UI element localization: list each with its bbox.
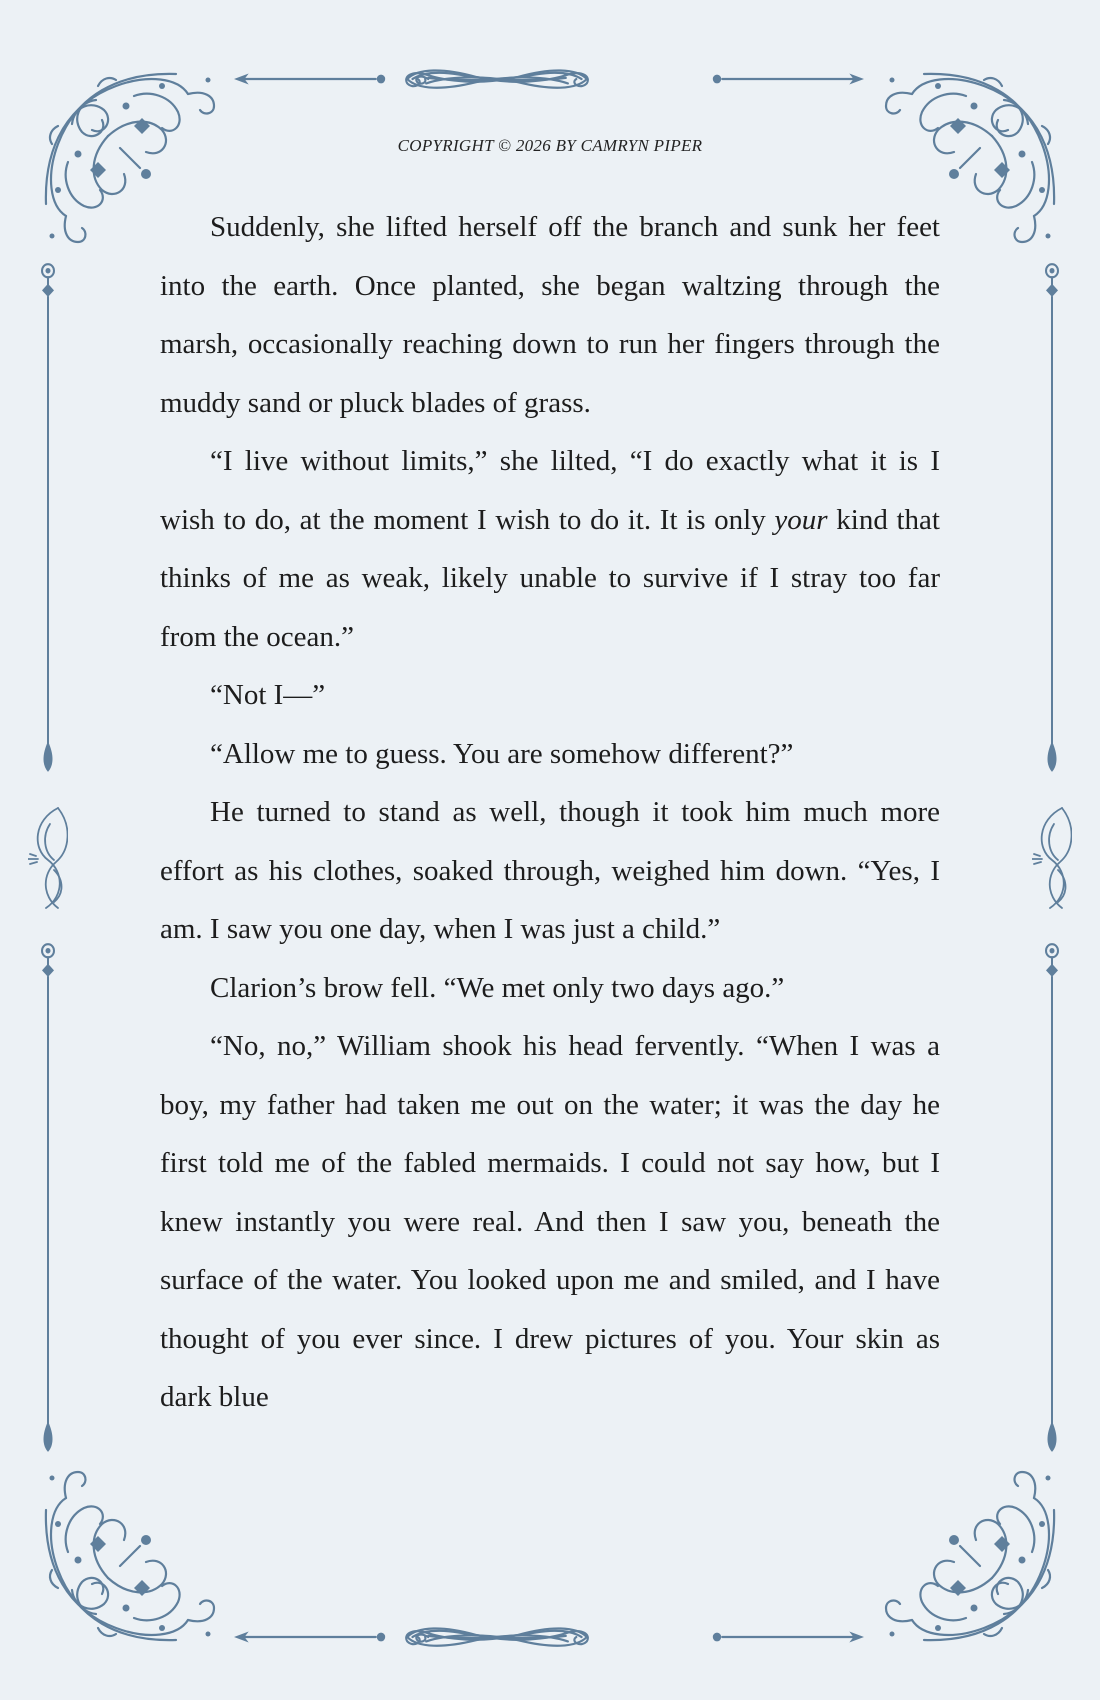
right-rule-upper — [1042, 262, 1062, 774]
paragraph: “I live without limits,” she lilted, “I do exactly what it is I wish to do, at the moment I wish to do it. It is only your kind that thinks of me as weak, likely unable to survive if I stray too far from the ocean.” — [160, 445, 940, 653]
paragraph: Suddenly, she lifted herself off the branch and sunk her feet into the earth. Once planted, she began waltzing through the marsh, occasionally reaching down to run her fingers through the muddy sand or pluck blades of grass. — [160, 211, 940, 419]
corner-flourish-bottom-right — [882, 1468, 1062, 1648]
top-rule-ornament — [234, 68, 864, 90]
paragraph: “Allow me to guess. You are somehow different?” — [210, 737, 794, 770]
paragraph: He turned to stand as well, though it took him much more effort as his clothes, soaked through, weighed him down. “Yes, I am. I saw you one day, when I was just a child.” — [160, 796, 940, 945]
right-rule-lower — [1042, 942, 1062, 1454]
right-side-flourish — [1032, 804, 1072, 914]
bottom-rule-ornament — [234, 1626, 864, 1648]
left-rule-upper — [38, 262, 58, 774]
emphasis-text: your — [774, 503, 828, 536]
copyright-notice: COPYRIGHT © 2026 BY CAMRYN PIPER — [397, 136, 703, 155]
left-rule-lower — [38, 942, 58, 1454]
left-side-flourish — [28, 804, 68, 914]
corner-flourish-bottom-left — [38, 1468, 218, 1648]
paragraph: Clarion’s brow fell. “We met only two days ago.” — [210, 971, 785, 1004]
paragraph: “Not I—” — [210, 679, 326, 711]
paragraph: “No, no,” William shook his head fervently. “When I was a boy, my father had taken me out on the water; it was the day he first told me of the fabled mermaids. I could not say how, but I knew instantly you were real. And then I saw you, beneath the surface of the water. You looked upon me and smiled, and I have thought of you ever since. I drew pictures of you. Your skin as dark blue — [160, 1030, 940, 1413]
story-text — [160, 198, 940, 1427]
